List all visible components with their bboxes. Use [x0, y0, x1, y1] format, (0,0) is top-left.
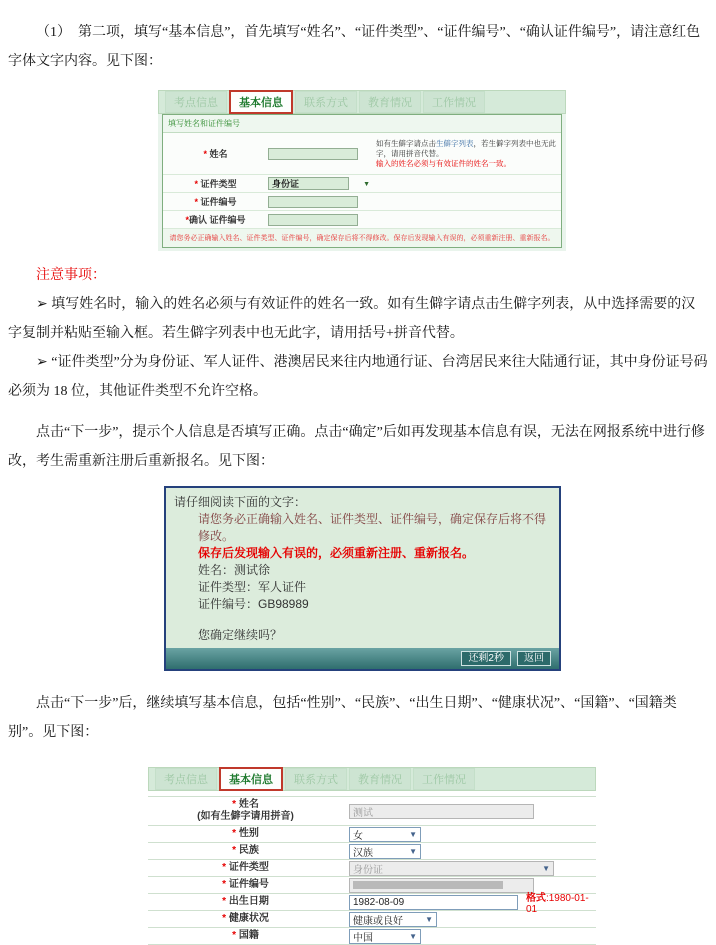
chevron-down-icon: ▼ [542, 863, 550, 873]
dialog-read-carefully-line: 请仔细阅读下面的文字： [174, 495, 307, 509]
back-button[interactable]: 返回 [517, 651, 551, 666]
dialog-name-value: 姓名：测试徐 [198, 563, 271, 577]
form1-idnumber-input[interactable] [268, 196, 358, 208]
form1-name-warning: 输入的姓名必须与有效证件的姓名一致。 [376, 158, 511, 168]
form1-idtype-select[interactable]: 身份证 [268, 177, 349, 190]
form1-name-note: 如有生僻字请点击生僻字列表，若生僻字列表中也无此字，请用拼音代替。 输入的姓名必须与有效证件的姓名一致。 [376, 138, 556, 168]
chevron-down-icon: ▼ [409, 829, 417, 839]
required-mark: * [185, 215, 189, 225]
paragraph-continue-fill: 点击“下一步”后，继续填写基本信息，包括“性别”、“民族”、“出生日期”、“健康状况”、“国籍”、“国籍类别”。见下图： [8, 696, 677, 740]
bullet-idtype-rule: ➢ “证件类型”分为身份证、军人证件、港澳居民来往内地通行证、台湾居民来往大陆通行证，其中身份证号码必须为 18 位，其他证件类型不允许空格。 [8, 355, 708, 399]
paragraph-step1: （1） 第二项，填写“基本信息”，首先填写“姓名”、“证件类型”、“证件编号”、“确认证件编号”，请注意红色字体文字内容。见下图： [8, 25, 701, 69]
form1-name-label: * 姓名 [203, 149, 228, 159]
dialog-confirm-question: 您确定继续吗？ [198, 628, 283, 642]
form2-table [148, 796, 596, 945]
required-mark: * [222, 913, 227, 924]
form2-birthdate-row: * 出生日期 1982-08-09 格式:1980-01-01 [148, 894, 596, 911]
form2-gender-select[interactable]: 女 ▼ [349, 827, 421, 842]
form2-tab-bar [148, 767, 596, 791]
dialog-reregister-warning: 保存后发现输入有误的，必须重新注册、重新报名。 [198, 546, 475, 560]
form2-idtype-row: * 证件类型 身份证 ▼ [148, 860, 596, 877]
form1-idnumber-row: * 证件编号 [163, 193, 561, 211]
form2-idnumber-row: * 证件编号 [148, 877, 596, 894]
dialog-idnumber-value: 证件编号：GB98989 [198, 597, 309, 611]
form1-name-row [163, 133, 561, 175]
dialog-button-bar [166, 648, 559, 669]
required-mark: * [222, 896, 227, 907]
required-mark: * [194, 197, 198, 207]
chevron-down-icon: ▼ [409, 931, 417, 941]
form2-nationality-select[interactable]: 中国 ▼ [349, 929, 421, 944]
birthdate-format-note: 格式:1980-01-01 [525, 893, 589, 915]
rare-character-list-link[interactable]: 生僻字列表 [436, 138, 474, 148]
form2-health-select[interactable]: 健康或良好 ▼ [349, 912, 437, 927]
required-mark: * [232, 845, 237, 856]
form2-ethnicity-select[interactable]: 汉族 ▼ [349, 844, 421, 859]
form1-panel [162, 114, 562, 248]
redacted-idnumber-blob [353, 881, 503, 889]
required-mark: * [232, 930, 237, 941]
form2-birthdate-input[interactable]: 1982-08-09 [349, 895, 518, 910]
tab-contact-info[interactable]: 联系方式 [295, 91, 357, 113]
form1-tab-bar [158, 90, 566, 114]
required-mark: * [194, 179, 198, 189]
screenshot-basic-info-form-1 [158, 90, 566, 251]
bullet-name-rule: ➢ 填写姓名时，输入的姓名必须与有效证件的姓名一致。如有生僻字请点击生僻字列表，从中选择需要的汉字复制并粘贴至输入框。若生僻字列表中也无此字，请用括号+拼音代替。 [8, 297, 696, 341]
form1-section-title: 填写姓名和证件编号 [163, 115, 561, 133]
tab-basic-info[interactable]: 基本信息 [229, 90, 293, 114]
required-mark: * [232, 799, 237, 810]
chevron-down-icon: ▼ [425, 914, 433, 924]
form2-gender-row: * 性别 女 ▼ [148, 826, 596, 843]
dialog-warning-line: 请您务必正确输入姓名、证件类型、证件编号，确定保存后将不得修改。 [198, 512, 547, 543]
form2-nationality-row: * 国籍 中国 ▼ [148, 928, 596, 945]
required-mark: * [222, 862, 227, 873]
required-mark: * [222, 879, 227, 890]
tab-exam-site-info[interactable]: 考点信息 [155, 768, 217, 790]
form2-health-row: * 健康状况 健康或良好 ▼ [148, 911, 596, 928]
paragraph-next-step: 点击“下一步”，提示个人信息是否填写正确。点击“确定”后如再发现基本信息有误，无法在网报系统中进行修改，考生需重新注册后重新报名。见下图： [8, 425, 705, 469]
form1-confirm-idnumber-row: *确认 证件编号 [163, 211, 561, 229]
notice-title: 注意事项： [36, 268, 106, 283]
tab-work-info[interactable]: 工作情况 [423, 91, 485, 113]
form1-idtype-row: * 证件类型 身份证 ▼ [163, 175, 561, 193]
form2-name-input-disabled: 测试 [349, 804, 534, 819]
tab-exam-site-info[interactable]: 考点信息 [165, 91, 227, 113]
form2-name-row: * 姓名 (如有生僻字请用拼音) 测试 [148, 797, 596, 826]
dialog-idtype-value: 证件类型：军人证件 [198, 580, 307, 594]
form1-confirm-idnumber-input[interactable] [268, 214, 358, 226]
required-mark: * [203, 149, 207, 159]
form2-idtype-select-disabled: 身份证 ▼ [349, 861, 554, 876]
form1-footer-warning: 请您务必正确输入姓名、证件类型、证件编号，确定保存后将不得修改。保存后发现输入有误的，必须重新注册、重新报名。 [163, 229, 561, 247]
tab-education-info[interactable]: 教育情况 [359, 91, 421, 113]
screenshot-basic-info-form-2 [148, 767, 596, 945]
tab-education-info[interactable]: 教育情况 [349, 768, 411, 790]
screenshot-confirm-dialog [164, 486, 561, 671]
tab-work-info[interactable]: 工作情况 [413, 768, 475, 790]
tab-contact-info[interactable]: 联系方式 [285, 768, 347, 790]
dropdown-arrow-icon[interactable]: ▼ [363, 179, 370, 188]
form1-name-input[interactable] [268, 148, 358, 160]
countdown-button[interactable]: 还剩2秒 [461, 651, 511, 666]
chevron-down-icon: ▼ [409, 846, 417, 856]
form2-ethnicity-row: * 民族 汉族 ▼ [148, 843, 596, 860]
required-mark: * [232, 828, 237, 839]
tab-basic-info[interactable]: 基本信息 [219, 767, 283, 791]
